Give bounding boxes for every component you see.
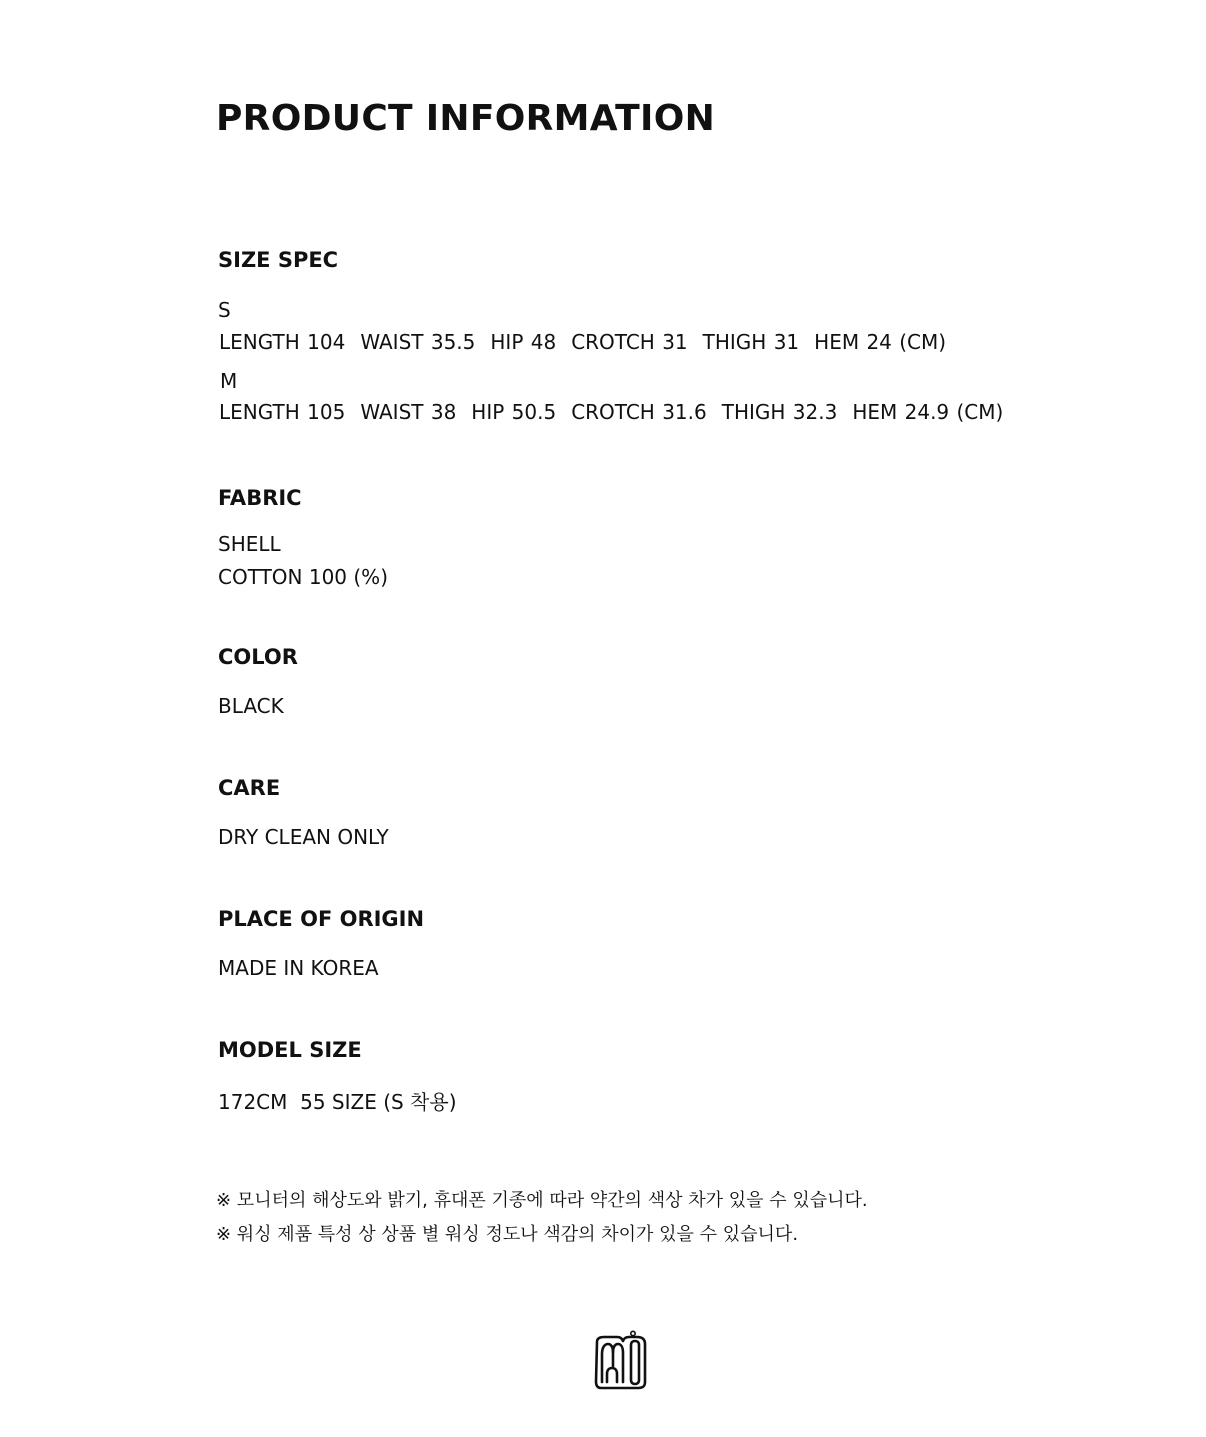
measurement-waist: WAIST 35.5 (360, 330, 476, 354)
origin-heading: PLACE OF ORIGIN (218, 907, 425, 931)
size-label-s: S (218, 298, 231, 322)
fabric-heading: FABRIC (218, 486, 302, 510)
measurement-hip: HIP 50.5 (471, 400, 557, 424)
measurement-thigh: THIGH 31 (702, 330, 800, 354)
care-heading: CARE (218, 776, 281, 800)
size-s-measurements (219, 330, 946, 354)
fabric-line: SHELL (218, 532, 281, 556)
measurement-crotch: CROTCH 31 (571, 330, 688, 354)
measurement-hem: HEM 24.9 (CM) (852, 400, 1004, 424)
page-title: PRODUCT INFORMATION (216, 98, 716, 139)
measurement-waist: WAIST 38 (360, 400, 457, 424)
measurement-crotch: CROTCH 31.6 (571, 400, 707, 424)
color-heading: COLOR (218, 645, 298, 669)
measurement-thigh: THIGH 32.3 (721, 400, 838, 424)
size-label-m: M (220, 369, 238, 393)
color-value: BLACK (218, 694, 284, 718)
note-line: ※ 모니터의 해상도와 밝기, 휴대폰 기종에 따라 약간의 색상 차가 있을 수 있습니다. (216, 1190, 868, 1211)
fabric-line: COTTON 100 (%) (218, 565, 388, 589)
model-size-value: 172CM 55 SIZE (S 착용) (218, 1090, 457, 1114)
measurement-hem: HEM 24 (CM) (814, 330, 947, 354)
size-spec-heading: SIZE SPEC (218, 248, 339, 272)
measurement-length: LENGTH 104 (219, 330, 346, 354)
size-m-measurements (219, 400, 1003, 424)
note-line: ※ 워싱 제품 특성 상 상품 별 워싱 정도나 색감의 차이가 있을 수 있습니다. (216, 1224, 799, 1245)
measurement-length: LENGTH 105 (219, 400, 346, 424)
model-size-heading: MODEL SIZE (218, 1038, 362, 1062)
measurement-hip: HIP 48 (490, 330, 557, 354)
brand-logo-icon (593, 1330, 649, 1392)
care-value: DRY CLEAN ONLY (218, 825, 389, 849)
origin-value: MADE IN KOREA (218, 956, 379, 980)
